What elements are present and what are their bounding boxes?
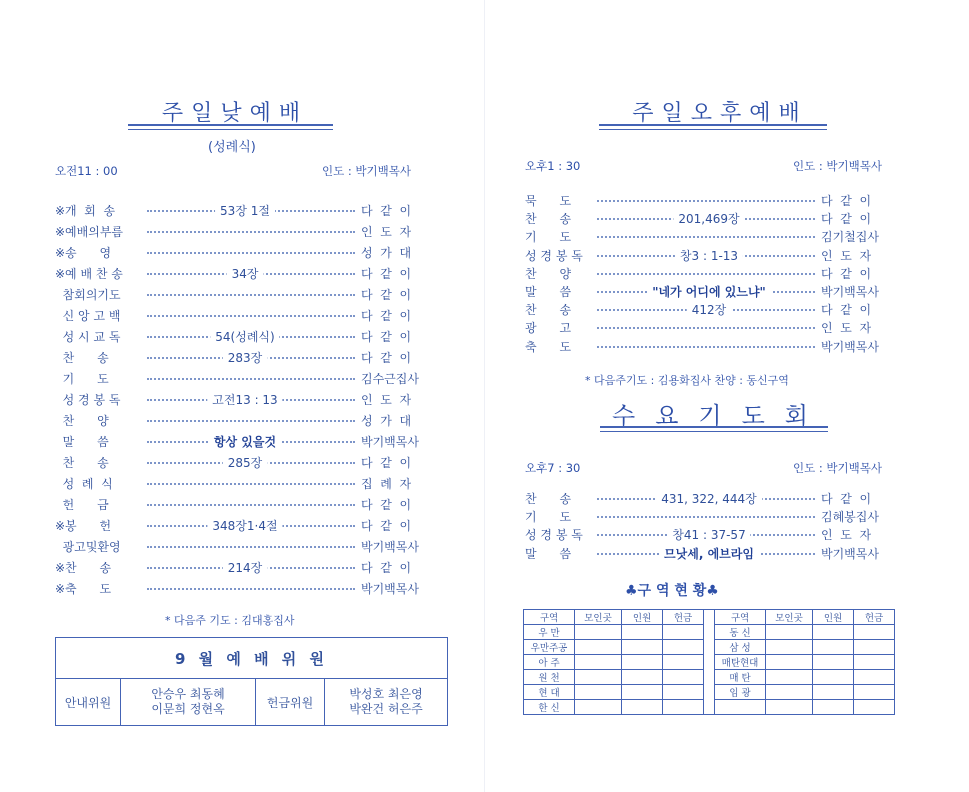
service-item-row [525, 247, 905, 265]
item-name: ※봉 헌 [55, 519, 112, 533]
region-cell [663, 685, 704, 700]
wed-time: 오후7 : 30 [525, 461, 581, 475]
region-name: 원 천 [524, 670, 575, 685]
service-item-row [55, 244, 435, 262]
item-name: 광고및환영 [55, 540, 121, 554]
leader-dots [147, 546, 355, 548]
service-item-row [55, 307, 435, 325]
service-leader: 인도 : 박기백목사 [322, 164, 411, 178]
leader-dots [147, 420, 355, 422]
item-content: 285장 [223, 454, 268, 472]
region-header: 인원 [813, 610, 854, 625]
region-cell [575, 685, 622, 700]
item-leader: 인 도 자 [821, 321, 872, 336]
item-name: 성 경 봉 독 [55, 393, 121, 407]
item-name: 헌 금 [55, 498, 109, 512]
service-item-row [55, 433, 435, 451]
region-cell [663, 655, 704, 670]
item-name: 찬 송 [55, 456, 109, 470]
region-cell [854, 655, 895, 670]
item-leader: 다 같 이 [821, 212, 872, 227]
pm-time: 오후1 : 30 [525, 159, 581, 173]
region-cell [575, 670, 622, 685]
region-cell [575, 640, 622, 655]
leader-dots [147, 252, 355, 254]
leader-dots [147, 483, 355, 485]
region-header: 구역 [524, 610, 575, 625]
leader-dots [597, 200, 815, 202]
item-name: ※찬 송 [55, 561, 112, 575]
region-cell [766, 640, 813, 655]
item-leader: 다 같 이 [361, 519, 412, 533]
item-leader: 박기백목사 [361, 582, 419, 596]
service-item-row [525, 210, 905, 228]
region-cell [854, 625, 895, 640]
leader-dots [597, 273, 815, 275]
item-name: 기 도 [525, 230, 572, 245]
committee-title: 9 월 예 배 위 원 [56, 638, 448, 679]
item-name: 찬 송 [55, 351, 109, 365]
region-header: 인원 [622, 610, 663, 625]
service-item-row [525, 490, 905, 508]
service-item-row [55, 391, 435, 409]
item-leader: 김혜봉집사 [821, 510, 879, 525]
item-name: 찬 양 [525, 266, 572, 281]
service-item-row [525, 508, 905, 526]
service-item-row [55, 223, 435, 241]
item-name: 찬 송 [525, 303, 572, 318]
region-cell [622, 625, 663, 640]
title-underline [128, 124, 333, 130]
region-name: 우만주공 [524, 640, 575, 655]
region-cell [813, 670, 854, 685]
region-cell [854, 700, 895, 715]
item-leader: 인 도 자 [821, 528, 872, 543]
item-name: 기 도 [525, 510, 572, 525]
item-leader: 다 같 이 [821, 303, 872, 318]
wednesday-prayer-title: 수요기도회 [612, 402, 828, 430]
item-name: ※예 배 찬 송 [55, 267, 123, 281]
region-cell [766, 670, 813, 685]
service-item-row [525, 301, 905, 319]
item-leader: 박기백목사 [361, 540, 419, 554]
item-leader: 다 같 이 [361, 456, 412, 470]
guide-names [121, 679, 256, 726]
service-item-row [55, 349, 435, 367]
region-cell [766, 625, 813, 640]
region-cell [663, 625, 704, 640]
item-name: 성 경 봉 독 [525, 528, 583, 543]
region-status-title: ♣구 역 현 황♣ [625, 583, 719, 599]
wed-leader: 인도 : 박기백목사 [793, 461, 882, 475]
item-leader: 다 같 이 [821, 194, 872, 208]
table-gap [704, 700, 715, 715]
region-cell [854, 640, 895, 655]
left-page [0, 0, 484, 792]
leader-dots [147, 378, 355, 380]
service-item-row [55, 538, 435, 556]
service-item-row [525, 319, 905, 337]
region-cell [813, 685, 854, 700]
title-underline [599, 124, 827, 130]
item-content: 201,469장 [673, 210, 744, 228]
region-cell [622, 700, 663, 715]
leader-dots [147, 588, 355, 590]
item-leader: 박기백목사 [361, 435, 419, 449]
leader-dots [597, 516, 815, 518]
item-leader: 김수근집사 [361, 372, 419, 386]
service-item-row [525, 338, 905, 356]
service-item-row [55, 286, 435, 304]
item-name: 말 씀 [525, 285, 572, 299]
table-gap [704, 655, 715, 670]
service-item-row [55, 580, 435, 598]
item-leader: 다 같 이 [361, 288, 412, 302]
sunday-afternoon-title: 주일오후예배 [632, 101, 808, 126]
item-leader: 성 가 대 [361, 246, 412, 260]
service-item-row [55, 328, 435, 346]
service-item-row [55, 454, 435, 472]
item-leader: 다 같 이 [361, 267, 412, 281]
leader-dots [147, 231, 355, 233]
offering-names-line: 박완건 허은주 [349, 702, 423, 716]
service-time: 오전11 : 00 [55, 164, 118, 178]
service-item-row [525, 283, 905, 301]
item-name: 신 앙 고 백 [55, 309, 121, 323]
item-content: 고전13 : 13 [207, 391, 282, 409]
region-cell [813, 625, 854, 640]
item-content: 므낫세, 에브라임 [659, 545, 759, 563]
service-item-row [525, 526, 905, 544]
item-name: 성 경 봉 독 [525, 248, 583, 263]
leader-dots [597, 236, 815, 238]
item-name: 말 씀 [525, 546, 572, 561]
region-name [715, 700, 766, 715]
item-name: 성 시 교 독 [55, 330, 121, 344]
item-name: 찬 송 [525, 212, 572, 227]
pm-next-prayer-note: * 다음주기도 : 김용화집사 찬양 : 동신구역 [585, 374, 789, 387]
service-item-row [55, 517, 435, 535]
item-name: 기 도 [55, 372, 109, 386]
worship-committee-table [55, 637, 448, 726]
leader-dots [597, 327, 815, 329]
region-name: 매 탄 [715, 670, 766, 685]
service-item-row [55, 370, 435, 388]
region-cell [663, 670, 704, 685]
region-cell [854, 670, 895, 685]
leader-dots [147, 504, 355, 506]
item-name: ※개 회 송 [55, 204, 116, 218]
guide-label: 안내위원 [56, 679, 121, 726]
leader-dots [147, 294, 355, 296]
item-leader: 다 같 이 [361, 309, 412, 323]
item-leader: 박기백목사 [821, 339, 879, 354]
table-gap [704, 670, 715, 685]
region-cell [813, 640, 854, 655]
item-leader: 다 같 이 [361, 330, 412, 344]
item-name: 광 고 [525, 321, 572, 336]
item-content: 53장 1절 [215, 202, 275, 220]
title-underline [600, 426, 828, 432]
item-name: ※축 도 [55, 582, 112, 596]
service-item-row [525, 545, 905, 563]
region-header: 헌금 [854, 610, 895, 625]
guide-names-line: 이문희 정현옥 [151, 702, 225, 716]
offering-label: 헌금위원 [256, 679, 325, 726]
table-gap [704, 610, 715, 625]
item-leader: 다 같 이 [361, 204, 412, 218]
service-item-row [525, 192, 905, 210]
item-name: 참회의기도 [55, 288, 121, 302]
region-name: 우 만 [524, 625, 575, 640]
offering-names [325, 679, 448, 726]
table-gap [704, 685, 715, 700]
region-cell [663, 700, 704, 715]
region-cell [813, 655, 854, 670]
service-item-row [55, 202, 435, 220]
item-leader: 인 도 자 [361, 225, 412, 239]
region-cell [622, 685, 663, 700]
item-leader: 다 같 이 [361, 561, 412, 575]
item-name: 성 례 식 [55, 477, 113, 491]
sunday-morning-title: 주일낮예배 [161, 101, 309, 126]
offering-names-line: 박성호 최은영 [349, 687, 423, 701]
item-leader: 박기백목사 [821, 546, 879, 561]
item-content: 항상 있을것 [209, 433, 281, 451]
region-name: 임 광 [715, 685, 766, 700]
item-content: 214장 [223, 559, 268, 577]
region-name: 매탄현대 [715, 655, 766, 670]
region-cell [575, 655, 622, 670]
region-name: 아 주 [524, 655, 575, 670]
region-cell [622, 640, 663, 655]
region-cell [575, 625, 622, 640]
region-cell [622, 670, 663, 685]
item-leader: 다 같 이 [821, 266, 872, 281]
item-name: 말 씀 [55, 435, 109, 449]
item-content: 54(성례식) [210, 328, 279, 346]
item-leader: 인 도 자 [821, 248, 872, 263]
item-name: 찬 양 [55, 414, 109, 428]
service-item-row [55, 412, 435, 430]
region-cell [813, 700, 854, 715]
item-leader: 성 가 대 [361, 414, 412, 428]
item-leader: 박기백목사 [821, 285, 879, 299]
region-header: 모인곳 [766, 610, 813, 625]
service-item-row [55, 559, 435, 577]
item-content: "네가 어디에 있느냐" [647, 283, 771, 301]
item-content: 34장 [227, 265, 264, 283]
item-name: ※송 영 [55, 246, 112, 260]
region-cell [854, 685, 895, 700]
service-item-row [55, 475, 435, 493]
region-cell [663, 640, 704, 655]
item-leader: 인 도 자 [361, 393, 412, 407]
item-content: 431, 322, 444장 [656, 490, 762, 508]
item-leader: 다 같 이 [361, 498, 412, 512]
next-prayer-note: * 다음주 기도 : 김대홍집사 [165, 614, 295, 627]
pm-leader: 인도 : 박기백목사 [793, 159, 882, 173]
item-leader: 집 례 자 [361, 477, 412, 491]
region-header: 모인곳 [575, 610, 622, 625]
leader-dots [147, 315, 355, 317]
item-leader: 다 같 이 [361, 351, 412, 365]
item-content: 283장 [223, 349, 268, 367]
item-leader: 다 같 이 [821, 492, 872, 506]
sacrament-subtitle: (성례식) [208, 140, 256, 155]
service-item-row [525, 228, 905, 246]
region-name: 한 신 [524, 700, 575, 715]
item-name: 묵 도 [525, 194, 572, 208]
region-header: 구역 [715, 610, 766, 625]
guide-names-line: 안승우 최동혜 [151, 687, 225, 701]
region-cell [766, 700, 813, 715]
item-name: ※예배의부름 [55, 225, 124, 239]
service-item-row [55, 496, 435, 514]
region-cell [766, 685, 813, 700]
region-name: 현 대 [524, 685, 575, 700]
item-name: 축 도 [525, 339, 572, 354]
item-content: 창3 : 1-13 [675, 247, 743, 265]
item-name: 찬 송 [525, 492, 572, 506]
leader-dots [597, 346, 815, 348]
service-item-row [525, 265, 905, 283]
region-cell [766, 655, 813, 670]
region-header: 헌금 [663, 610, 704, 625]
item-content: 348장1·4절 [207, 517, 282, 535]
service-item-row [55, 265, 435, 283]
item-content: 창41 : 37-57 [667, 526, 750, 544]
region-name: 동 신 [715, 625, 766, 640]
region-cell [622, 655, 663, 670]
region-cell [575, 700, 622, 715]
item-content: 412장 [687, 301, 732, 319]
table-gap [704, 625, 715, 640]
table-gap [704, 640, 715, 655]
item-leader: 김기철집사 [821, 230, 879, 245]
region-name: 삼 성 [715, 640, 766, 655]
region-status-table [523, 609, 895, 715]
